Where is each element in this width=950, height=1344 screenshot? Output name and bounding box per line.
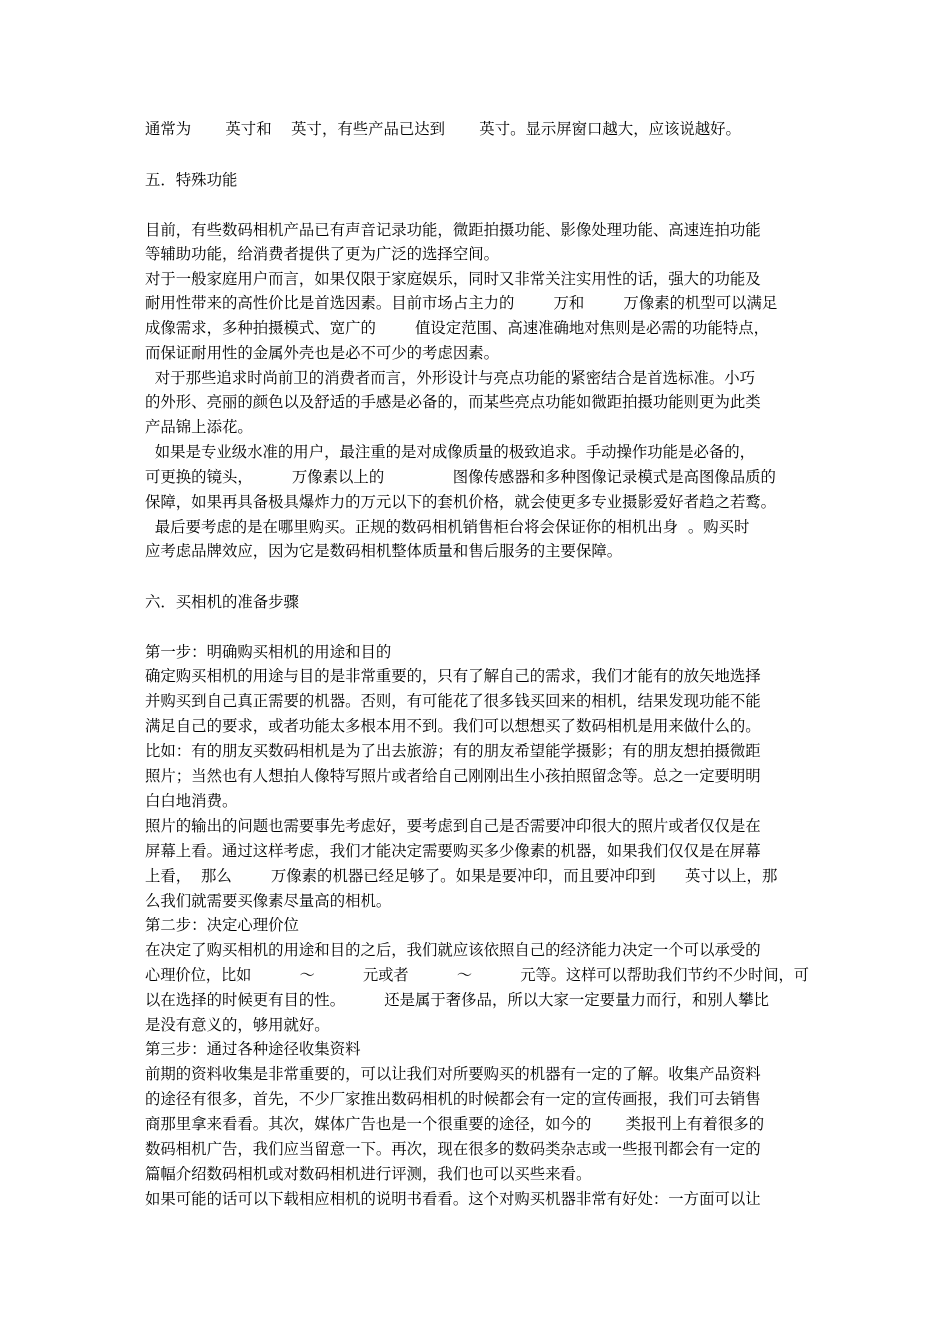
text-line: 对于一般家庭用户而言，如果仅限于家庭娱乐，同时又非常关注实用性的话，强大的功能及 [145,270,761,288]
text-line: 应考虑品牌效应，因为它是数码相机整体质量和售后服务的主要保障。 [145,542,623,560]
text-line: 满足自己的要求，或者功能太多根本用不到。我们可以想想买了数码相机是用来做什么的。 [145,717,761,735]
text-line: 比如：有的朋友买数码相机是为了出去旅游；有的朋友希望能学摄影；有的朋友想拍摄微距 [145,742,761,760]
text-line: 心理价位，比如 ～ 元或者 ～ 元等。这样可以帮助我们节约不少时间，可 [145,966,809,984]
text-line: 目前，有些数码相机产品已有声音记录功能，微距拍摄功能、影像处理功能、高速连拍功能 [145,221,761,239]
text-line: 前期的资料收集是非常重要的，可以让我们对所要购买的机器有一定的了解。收集产品资料 [145,1065,761,1083]
text-line: 并购买到自己真正需要的机器。否则，有可能花了很多钱买回来的相机，结果发现功能不能 [145,692,761,710]
text-line: 数码相机广告，我们应当留意一下。再次，现在很多的数码类杂志或一些报刊都会有一定的 [145,1140,761,1158]
text-line: 是没有意义的，够用就好。 [145,1016,330,1034]
text-line: 通常为 英寸和 英寸，有些产品已达到 英寸。显示屏窗口越大，应该说越好。 [145,120,741,138]
text-line: 产品锦上添花。 [145,418,253,436]
step-heading: 第一步：明确购买相机的用途和目的 [145,643,392,661]
text-line: 对于那些追求时尚前卫的消费者而言，外形设计与亮点功能的紧密结合是首选标准。小巧 [145,369,756,387]
section-heading: 六．买相机的准备步骤 [145,593,299,611]
step-heading: 第三步：通过各种途径收集资料 [145,1040,361,1058]
text-line: 上看， 那么 万像素的机器已经足够了。如果是要冲印，而且要冲印到 英寸以上，那 [145,867,778,885]
text-line: 而保证耐用性的金属外壳也是必不可少的考虑因素。 [145,344,499,362]
text-line: 屏幕上看。通过这样考虑，我们才能决定需要购买多少像素的机器，如果我们仅仅是在屏幕 [145,842,761,860]
section-heading: 五．特殊功能 [145,171,238,189]
text-line: 如果是专业级水准的用户，最注重的是对成像质量的极致追求。手动操作功能是必备的， [145,443,756,461]
text-line: 白白地消费。 [145,792,238,810]
text-line: 如果可能的话可以下载相应相机的说明书看看。这个对购买机器非常有好处：一方面可以让 [145,1190,761,1208]
text-line: 照片；当然也有人想拍人像特写照片或者给自己刚刚出生小孩拍照留念等。总之一定要明明 [145,767,761,785]
text-line: 保障，如果再具备极具爆炸力的万元以下的套机价格，就会使更多专业摄影爱好者趋之若鹜。 [145,493,777,511]
text-line: 耐用性带来的高性价比是首选因素。目前市场占主力的 万和 万像素的机型可以满足 [145,294,778,312]
text-line: 在决定了购买相机的用途和目的之后，我们就应该依照自己的经济能力决定一个可以承受的 [145,941,761,959]
text-line: 照片的输出的问题也需要事先考虑好，要考虑到自己是否需要冲印很大的照片或者仅仅是在 [145,817,761,835]
text-line: 商那里拿来看看。其次，媒体广告也是一个很重要的途径，如今的 类报刊上有着很多的 [145,1115,765,1133]
text-line: 篇幅介绍数码相机或对数码相机进行评测，我们也可以买些来看。 [145,1165,592,1183]
text-line: 的外形、亮丽的颜色以及舒适的手感是必备的，而某些亮点功能如微距拍摄功能则更为此类 [145,393,761,411]
text-line: 么我们就需要买像素尽量高的相机。 [145,892,392,910]
document-page [145,0,815,1344]
text-line: 确定购买相机的用途与目的是非常重要的，只有了解自己的需求，我们才能有的放矢地选择 [145,667,761,685]
text-line: 可更换的镜头， 万像素以上的 图像传感器和多种图像记录模式是高图像品质的 [145,468,776,486]
text-line: 最后要考虑的是在哪里购买。正规的数码相机销售柜台将会保证你的相机出身 。购买时 [145,518,750,536]
step-heading: 第二步：决定心理价位 [145,916,299,934]
text-line: 等辅助功能，给消费者提供了更为广泛的选择空间。 [145,245,499,263]
text-line: 以在选择的时候更有目的性。 还是属于奢侈品，所以大家一定要量力而行，和别人攀比 [145,991,769,1009]
text-line: 成像需求，多种拍摄模式、宽广的 值设定范围、高速准确地对焦则是必需的功能特点， [145,319,769,337]
text-line: 的途径有很多，首先，不少厂家推出数码相机的时候都会有一定的宣传画报，我们可去销售 [145,1090,761,1108]
